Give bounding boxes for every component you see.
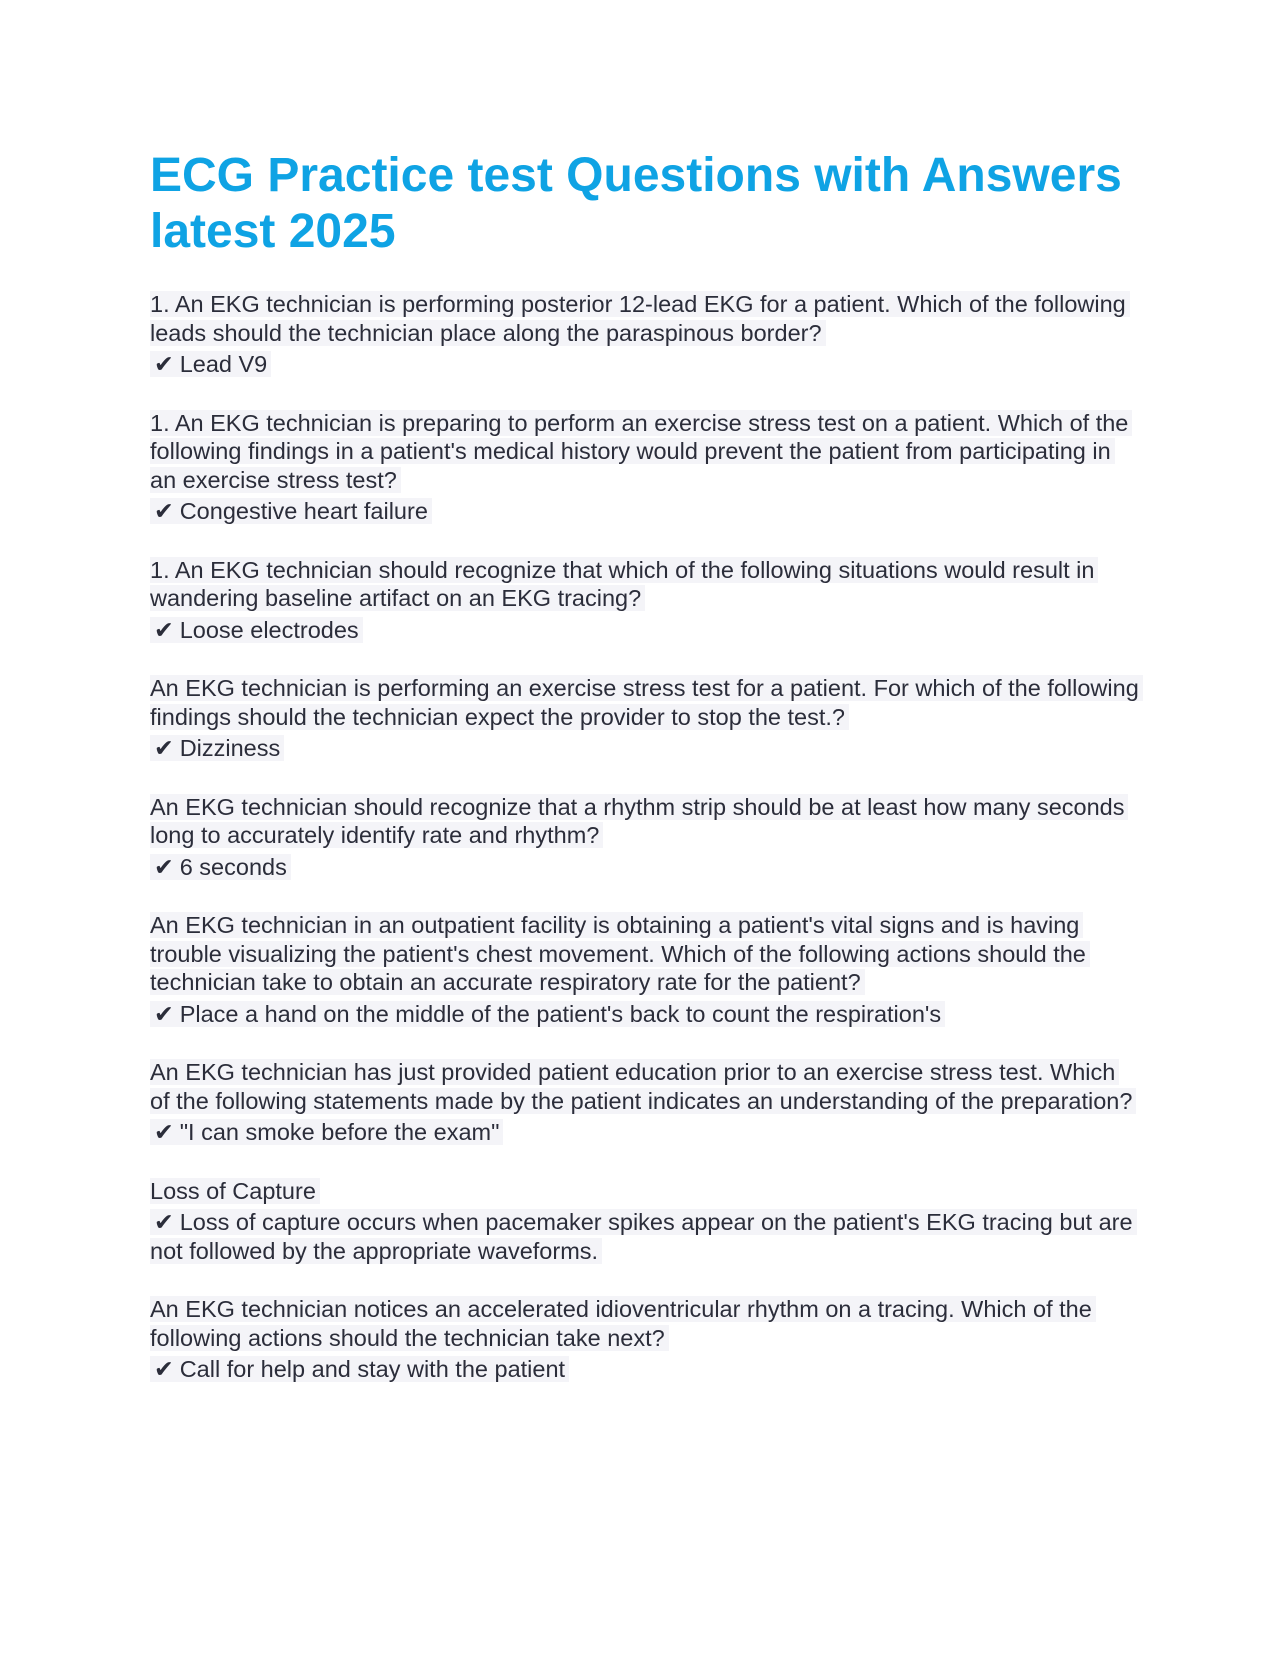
answer-text: Congestive heart failure [179,498,428,524]
question-text: 1. An EKG technician is preparing to perform an exercise stress test on a patient. Which of the following findings in a patient's medical history would prevent the patient from participating in an exercise stress test? [150,410,1132,493]
checkmark-icon: ✔ [154,1119,174,1145]
qa-item [150,674,1140,763]
answer-text: Lead V9 [179,351,268,377]
answer-text: "I can smoke before the exam" [179,1119,500,1145]
question-text: An EKG technician is performing an exercise stress test for a patient. For which of the following findings should the technician expect the provider to stop the test.? [150,675,1143,730]
checkmark-icon: ✔ [154,498,174,524]
checkmark-icon: ✔ [154,1000,174,1027]
answer-text: 6 seconds [179,853,287,880]
question-text: An EKG technician should recognize that a rhythm strip should be at least how many seconds long to accurately identify rate and rhythm? [150,794,1128,849]
question-text: An EKG technician has just provided patient education prior to an exercise stress test. Which of the following statements made by the patient indicates an understanding of the preparation? [150,1059,1136,1114]
checkmark-icon: ✔ [154,616,174,643]
qa-item [150,911,1140,1028]
checkmark-icon: ✔ [154,351,174,377]
answer-text: Loss of capture occurs when pacemaker spikes appear on the patient's EKG tracing but are not followed by the appropriate waveforms. [150,1209,1133,1264]
answer-text: Call for help and stay with the patient [179,1356,566,1382]
qa-item [150,290,1140,379]
qa-item [150,409,1140,526]
question-text: An EKG technician in an outpatient facility is obtaining a patient's vital signs and is having trouble visualizing the patient's chest movement. Which of the following actions should the technician take to obtain an accurate respiratory rate for the patient? [150,912,1090,995]
question-text: An EKG technician notices an accelerated idioventricular rhythm on a tracing. Which of the following actions should the technician take next? [150,1296,1096,1351]
checkmark-icon: ✔ [154,735,174,761]
qa-item [150,793,1140,882]
answer-text: Loose electrodes [179,616,359,643]
question-text: 1. An EKG technician is performing posterior 12-lead EKG for a patient. Which of the following leads should the technician place along the paraspinous border? [150,291,1130,346]
qa-item [150,1295,1140,1384]
checkmark-icon: ✔ [154,853,174,880]
answer-text: Place a hand on the middle of the patient's back to count the respiration's [179,1000,942,1027]
answer-text: Dizziness [179,735,281,761]
qa-item [150,556,1140,645]
checkmark-icon: ✔ [154,1356,174,1382]
checkmark-icon: ✔ [154,1209,174,1235]
qa-list [150,290,1140,1384]
question-text: Loss of Capture [150,1178,320,1204]
qa-item [150,1058,1140,1147]
question-text: 1. An EKG technician should recognize that which of the following situations would result in wandering baseline artifact on an EKG tracing? [150,557,1098,612]
document-title: ECG Practice test Questions with Answers latest 2025 [150,149,1122,258]
document-page [150,148,1140,1414]
qa-item [150,1177,1140,1266]
